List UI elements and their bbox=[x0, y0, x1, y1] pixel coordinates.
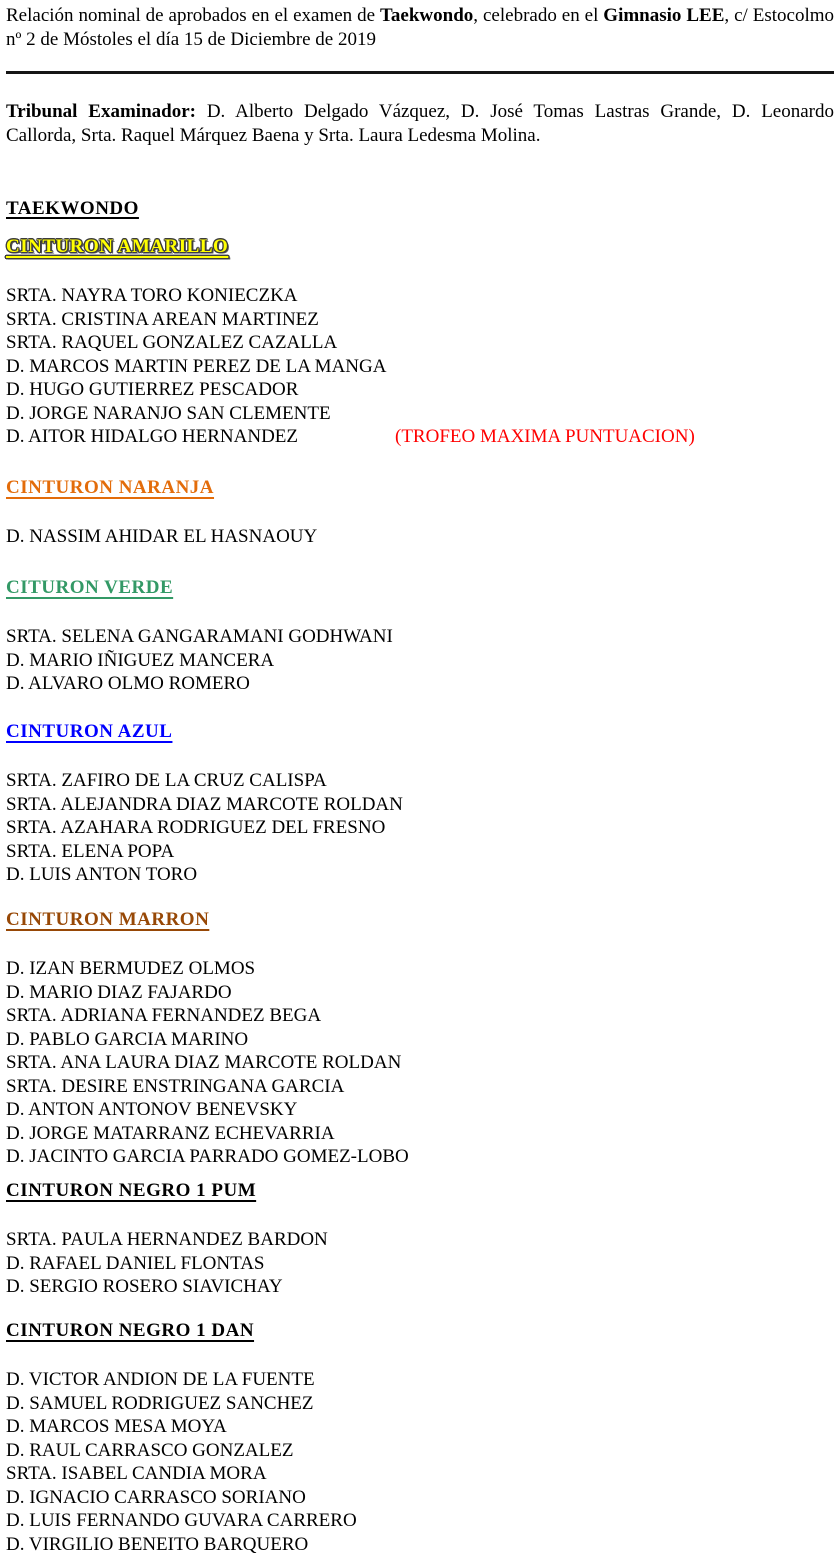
name-row bbox=[6, 1122, 834, 1146]
document-title bbox=[6, 4, 834, 51]
approved-name: D. LUIS ANTON TORO bbox=[6, 864, 198, 885]
name-row bbox=[6, 402, 834, 426]
name-row bbox=[6, 1462, 834, 1486]
name-row bbox=[6, 1252, 834, 1276]
section-heading-azul: CINTURON AZUL bbox=[6, 720, 173, 742]
tribunal-line bbox=[6, 100, 834, 147]
name-row bbox=[6, 1533, 834, 1557]
name-row bbox=[6, 378, 834, 402]
approved-name: SRTA. DESIRE ENSTRINGANA GARCIA bbox=[6, 1075, 345, 1097]
approved-name: D. AITOR HIDALGO HERNANDEZ bbox=[6, 426, 299, 447]
text-segment: D. Alberto Delgado Vázquez, D. José Tomas Lastras Grande, D. Leonardo Callorda, Srta. Raquel Márquez Baena y Srta. Laura Ledesma Molina. bbox=[6, 101, 834, 146]
names-list-negro-1-pum bbox=[6, 1228, 834, 1299]
name-row bbox=[6, 525, 834, 549]
name-row bbox=[6, 1145, 834, 1169]
name-row bbox=[6, 1098, 834, 1122]
divider-line bbox=[6, 71, 834, 74]
name-row bbox=[6, 840, 834, 864]
section-heading-amarillo: CINTURON AMARILLO bbox=[6, 235, 229, 257]
approved-name: D. PABLO GARCIA MARINO bbox=[6, 1028, 249, 1050]
name-row bbox=[6, 1004, 834, 1028]
approved-name: D. HUGO GUTIERREZ PESCADOR bbox=[6, 379, 299, 400]
approved-name: D. MARCOS MESA MOYA bbox=[6, 1416, 227, 1437]
belt-section-negro-1-pum bbox=[6, 1179, 834, 1299]
name-row bbox=[6, 1275, 834, 1299]
name-row bbox=[6, 284, 834, 308]
name-row bbox=[6, 1486, 834, 1510]
main-heading: TAEKWONDO bbox=[6, 198, 139, 219]
approved-name: SRTA. NAYRA TORO KONIECZKA bbox=[6, 285, 298, 306]
name-row bbox=[6, 1075, 834, 1099]
approved-name: D. JACINTO GARCIA PARRADO GOMEZ-LOBO bbox=[6, 1146, 409, 1167]
approved-name: D. SAMUEL RODRIGUEZ SANCHEZ bbox=[6, 1392, 314, 1414]
approved-name: SRTA. ALEJANDRA DIAZ MARCOTE ROLDAN bbox=[6, 793, 403, 815]
section-heading-verde: CITURON VERDE bbox=[6, 576, 174, 598]
section-heading-naranja: CINTURON NARANJA bbox=[6, 476, 215, 498]
approved-name: SRTA. SELENA GANGARAMANI GODHWANI bbox=[6, 626, 393, 647]
name-row bbox=[6, 1051, 834, 1075]
section-heading-negro-1-dan: CINTURON NEGRO 1 DAN bbox=[6, 1319, 255, 1341]
approved-name: D. IGNACIO CARRASCO SORIANO bbox=[6, 1486, 306, 1508]
name-row bbox=[6, 793, 834, 817]
bold-text-segment: Gimnasio LEE bbox=[603, 5, 725, 26]
approved-name: SRTA. ANA LAURA DIAZ MARCOTE ROLDAN bbox=[6, 1052, 402, 1073]
bold-text-segment: Taekwondo bbox=[380, 5, 474, 26]
approved-name: SRTA. ADRIANA FERNANDEZ BEGA bbox=[6, 1005, 322, 1026]
approved-name: SRTA. ZAFIRO DE LA CRUZ CALISPA bbox=[6, 770, 327, 791]
approved-name: D. JORGE NARANJO SAN CLEMENTE bbox=[6, 402, 331, 424]
name-row bbox=[6, 649, 834, 673]
name-row bbox=[6, 957, 834, 981]
approved-name: D. RAUL CARRASCO GONZALEZ bbox=[6, 1439, 294, 1461]
names-list-amarillo bbox=[6, 284, 834, 449]
sections bbox=[6, 235, 834, 1557]
approved-name: D. ANTON ANTONOV BENEVSKY bbox=[6, 1099, 298, 1120]
belt-section-marron bbox=[6, 908, 834, 1169]
name-row bbox=[6, 1028, 834, 1052]
trophy-note: (TROFEO MAXIMA PUNTUACION) bbox=[395, 426, 695, 447]
approved-name: SRTA. ISABEL CANDIA MORA bbox=[6, 1463, 267, 1484]
approved-name: SRTA. CRISTINA AREAN MARTINEZ bbox=[6, 308, 319, 330]
section-heading-marron: CINTURON MARRON bbox=[6, 908, 210, 930]
approved-name: SRTA. PAULA HERNANDEZ BARDON bbox=[6, 1229, 328, 1250]
approved-name: D. LUIS FERNANDO GUVARA CARRERO bbox=[6, 1510, 357, 1531]
approved-name: D. JORGE MATARRANZ ECHEVARRIA bbox=[6, 1122, 335, 1144]
name-row bbox=[6, 1368, 834, 1392]
name-row bbox=[6, 769, 834, 793]
name-row bbox=[6, 308, 834, 332]
approved-name: D. RAFAEL DANIEL FLONTAS bbox=[6, 1252, 265, 1274]
approved-name: D. VIRGILIO BENEITO BARQUERO bbox=[6, 1533, 309, 1555]
approved-name: D. NASSIM AHIDAR EL HASNAOUY bbox=[6, 526, 318, 547]
text-segment: Relación nominal de aprobados en el examen de bbox=[6, 5, 380, 26]
approved-name: D. ALVARO OLMO ROMERO bbox=[6, 673, 250, 694]
approved-name: D. MARCOS MARTIN PEREZ DE LA MANGA bbox=[6, 355, 387, 377]
approved-name: D. MARIO IÑIGUEZ MANCERA bbox=[6, 649, 275, 671]
belt-section-amarillo bbox=[6, 235, 834, 449]
name-row bbox=[6, 1509, 834, 1533]
text-segment: , celebrado en el bbox=[473, 5, 604, 26]
name-row bbox=[6, 672, 834, 696]
names-list-verde bbox=[6, 625, 834, 696]
names-list-negro-1-dan bbox=[6, 1368, 834, 1556]
text-segment: , c/ Estocolmo nº 2 de Móstoles el día 15 de Diciembre de 2019 bbox=[6, 5, 835, 50]
approved-name: D. IZAN BERMUDEZ OLMOS bbox=[6, 958, 256, 979]
approved-name: SRTA. ELENA POPA bbox=[6, 840, 175, 862]
name-row bbox=[6, 425, 834, 449]
approved-name: SRTA. AZAHARA RODRIGUEZ DEL FRESNO bbox=[6, 817, 386, 838]
approved-name: D. SERGIO ROSERO SIAVICHAY bbox=[6, 1276, 283, 1297]
names-list-naranja bbox=[6, 525, 834, 549]
name-row bbox=[6, 816, 834, 840]
names-list-marron bbox=[6, 957, 834, 1169]
name-row bbox=[6, 1439, 834, 1463]
name-row bbox=[6, 355, 834, 379]
name-row bbox=[6, 625, 834, 649]
belt-section-negro-1-dan bbox=[6, 1319, 834, 1557]
name-row bbox=[6, 863, 834, 887]
name-row bbox=[6, 1228, 834, 1252]
name-row bbox=[6, 1392, 834, 1416]
name-row bbox=[6, 981, 834, 1005]
section-heading-negro-1-pum: CINTURON NEGRO 1 PUM bbox=[6, 1179, 257, 1201]
bold-text-segment: Tribunal Examinador: bbox=[6, 101, 196, 122]
approved-name: D. MARIO DIAZ FAJARDO bbox=[6, 981, 232, 1003]
belt-section-naranja bbox=[6, 476, 834, 549]
name-row bbox=[6, 331, 834, 355]
approved-name: D. VICTOR ANDION DE LA FUENTE bbox=[6, 1369, 315, 1390]
approved-name: SRTA. RAQUEL GONZALEZ CAZALLA bbox=[6, 332, 338, 353]
belt-section-azul bbox=[6, 720, 834, 887]
names-list-azul bbox=[6, 769, 834, 887]
belt-section-verde bbox=[6, 576, 834, 696]
name-row bbox=[6, 1415, 834, 1439]
